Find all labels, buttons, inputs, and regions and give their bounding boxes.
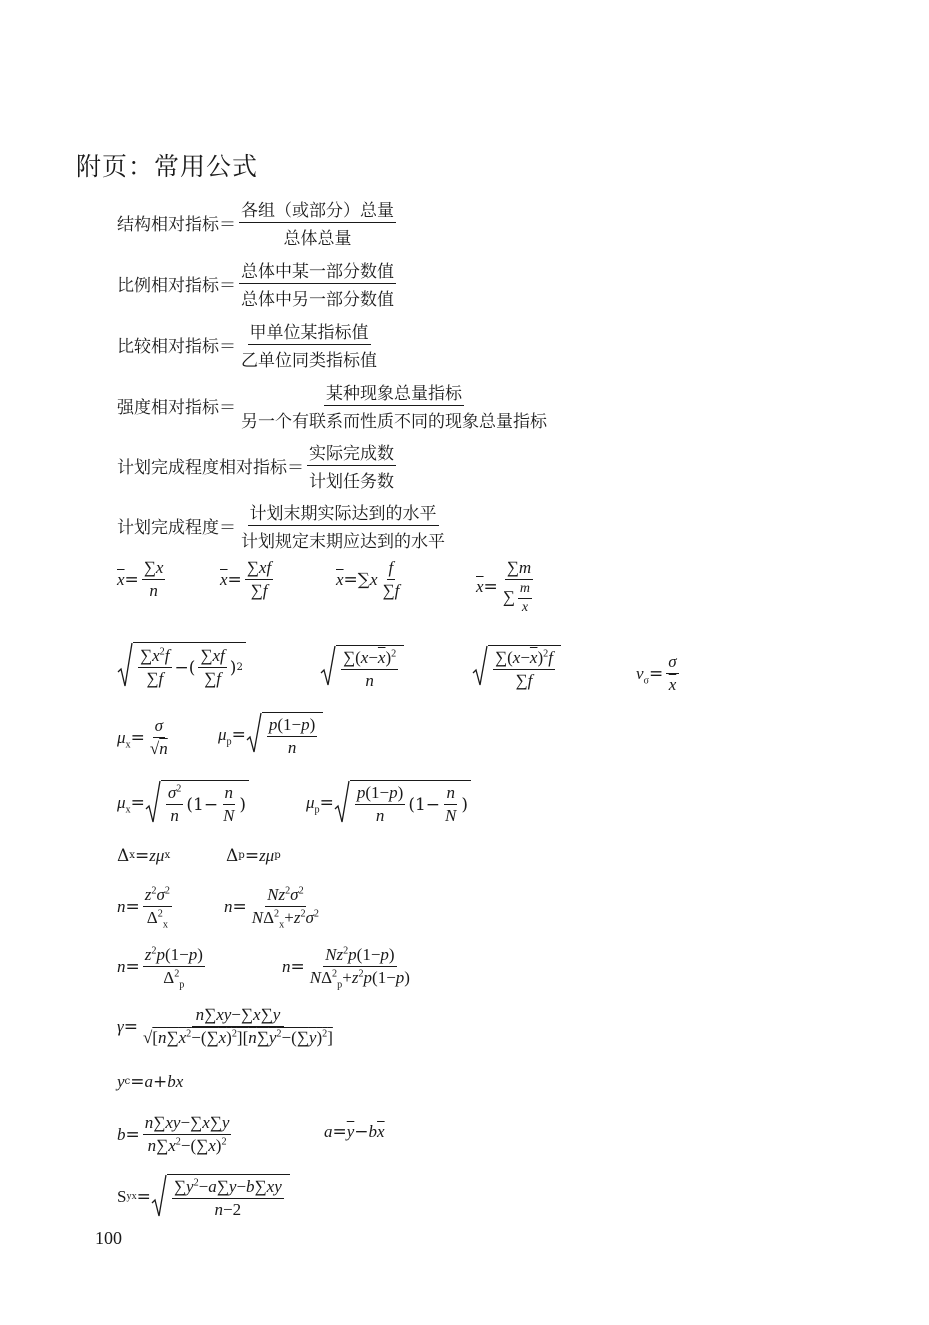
page-title: 附页：常用公式 <box>76 152 259 181</box>
fraction <box>307 439 396 492</box>
plan-completion-ratio-formula <box>117 439 399 492</box>
std-dev-formula-shortcut: $\frac{\sum x^2f}{\sum f}$ −( $\frac{\sum xf}{\sum f}$ ) 2 <box>117 642 246 690</box>
mean-formula-frequency: $\overline{x}$ =∑ x $\frac{f}{\sum f}$ <box>336 558 400 600</box>
sampling-error-mean-finite-formula: $\mu_x$ = $\frac{\sigma^2}{n}$ (1− $\frac{n}{N}$ ) <box>117 780 249 826</box>
denominator: 计划任务数 <box>309 472 394 492</box>
formula-label: 比较相对指标＝ <box>117 337 236 357</box>
denominator: 计划规定末期应达到的水平 <box>241 532 445 552</box>
coefficient-of-variation-formula: $\nu_\sigma$ = $\frac{\sigma}{x}$ <box>636 652 677 694</box>
mean-formula-weighted: $\overline{x}$ = $\frac{\sum xf}{\sum f}$ <box>220 558 272 600</box>
denominator: 另一个有联系而性质不同的现象总量指标 <box>241 412 547 432</box>
regression-intercept-formula: a = $\overline{y}$ − b $\overline{x}$ <box>324 1122 385 1142</box>
numerator: 某种现象总量指标 <box>324 379 464 406</box>
mean-formula-simple: $\overline{x}$ = $\frac{\sum x}{n}$ <box>117 558 164 600</box>
fraction <box>239 499 447 552</box>
formula-label: 计划完成程度＝ <box>117 518 236 538</box>
sampling-error-mean-formula: $\mu_x$ = $\frac{\sigma}{√n}$ <box>117 716 168 758</box>
correlation-coefficient-formula: γ = $\frac{n\sum xy-\sum x\sum y}{√[n\sum x^2-(\sum x)^2][n\sum y^2-(\sum y)^2]}$ <box>117 1005 333 1047</box>
sample-size-mean-finite-formula: n = $\frac{Nz^2\sigma^2}{N\Delta^2_x+z^2\sigma^2}$ <box>224 885 320 931</box>
regression-equation-formula: y c = a + bx <box>117 1072 184 1092</box>
fraction <box>239 196 396 249</box>
sample-size-proportion-formula: n = $\frac{z^2p(1-p)}{\Delta^2_p}$ <box>117 945 203 991</box>
mean-formula-harmonic: $\overline{x}$ = ∑m ∑ $\frac{m}{x}$ <box>476 558 532 615</box>
denominator: 乙单位同类指标值 <box>241 351 377 371</box>
limit-error-mean-formula: Δ x = zμ x <box>117 846 171 866</box>
formula-label: 强度相对指标＝ <box>117 398 236 418</box>
fraction <box>239 257 396 310</box>
numerator: 总体中某一部分数值 <box>239 257 396 284</box>
sampling-error-proportion-finite-formula: $\mu_p$ = $\frac{p(1-p)}{n}$ (1− $\frac{n}{N}$ ) <box>306 780 471 826</box>
sampling-error-proportion-formula: $\mu_p$ = $\frac{p(1-p)}{n}$ <box>218 712 323 758</box>
structure-ratio-formula <box>117 196 399 249</box>
intensity-ratio-formula <box>117 379 552 432</box>
sample-size-proportion-finite-formula: n = $\frac{Nz^2p(1-p)}{N\Delta^2_p+z^2p(1-p)}$ <box>282 945 410 991</box>
standard-error-of-estimate-formula: S yx = $\frac{\sum y^2-a\sum y-b\sum xy}{n-2}$ <box>117 1174 290 1220</box>
fraction <box>239 318 379 371</box>
formula-label: 比例相对指标＝ <box>117 276 236 296</box>
comparison-ratio-formula <box>117 318 382 371</box>
denominator: 总体总量 <box>283 229 352 249</box>
std-dev-formula-simple: $\frac{\sum(x-\overline{x})^2}{n}$ <box>320 645 404 691</box>
numerator: 各组（或部分）总量 <box>239 196 396 223</box>
proportion-ratio-formula <box>117 257 399 310</box>
numerator: 实际完成数 <box>307 439 396 466</box>
plan-completion-degree-formula <box>117 499 450 552</box>
numerator: 计划末期实际达到的水平 <box>248 499 439 526</box>
numerator: 甲单位某指标值 <box>248 318 371 345</box>
denominator: 总体中另一部分数值 <box>241 290 394 310</box>
fraction <box>239 379 549 432</box>
formula-label: 计划完成程度相对指标＝ <box>117 458 304 478</box>
std-dev-formula-weighted: $\frac{\sum(x-\overline{x})^2f}{\sum f}$ <box>472 645 561 691</box>
sample-size-mean-formula: n = $\frac{z^2\sigma^2}{\Delta^2_x}$ <box>117 885 170 931</box>
formula-label: 结构相对指标＝ <box>117 215 236 235</box>
regression-slope-formula: b = $\frac{n\sum xy-\sum x\sum y}{n\sum x^2-(\sum x)^2}$ <box>117 1113 230 1155</box>
limit-error-proportion-formula: Δ p = zμ p <box>226 846 281 866</box>
page-number: 100 <box>95 1228 122 1248</box>
